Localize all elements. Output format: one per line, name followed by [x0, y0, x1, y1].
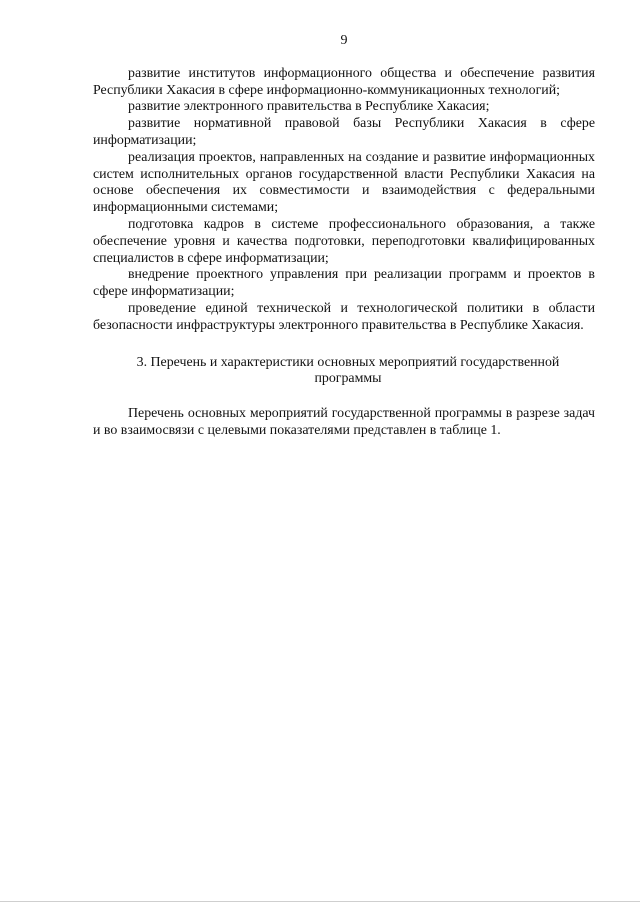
paragraph-item: проведение единой технической и технологической политики в области безопасности инфраструктуры электронного правительства в Республике Хакасия. [93, 300, 595, 333]
page-number: 9 [340, 33, 348, 48]
section-heading: 3. Перечень и характеристики основных мероприятий государственной программы [136, 354, 560, 387]
paragraph-item: реализация проектов, направленных на создание и развитие информационных систем исполнительных органов государственной власти Республики Хакасия на основе обеспечения их совместимости и взаимодействия с федеральными информационными системами; [93, 149, 595, 216]
document-page [93, 33, 595, 440]
paragraph-item: подготовка кадров в системе профессионального образования, а также обеспечение уровня и качества подготовки, переподготовки квалифицированных специалистов в сфере информатизации; [93, 216, 595, 266]
paragraph-item: развитие электронного правительства в Республике Хакасия; [128, 99, 490, 115]
paragraph-item: развитие институтов информационного общества и обеспечение развития Республики Хакасия в сфере информационно-коммуникационных технологий; [93, 65, 595, 98]
page-bottom-divider [0, 901, 640, 902]
section-paragraph: Перечень основных мероприятий государственной программы в разрезе задач и во взаимосвязи с целевыми показателями представлен в таблице 1. [93, 406, 595, 438]
paragraph-item: внедрение проектного управления при реализации программ и проектов в сфере информатизации; [93, 267, 595, 300]
paragraph-item: развитие нормативной правовой базы Республики Хакасия в сфере информатизации; [93, 116, 595, 148]
